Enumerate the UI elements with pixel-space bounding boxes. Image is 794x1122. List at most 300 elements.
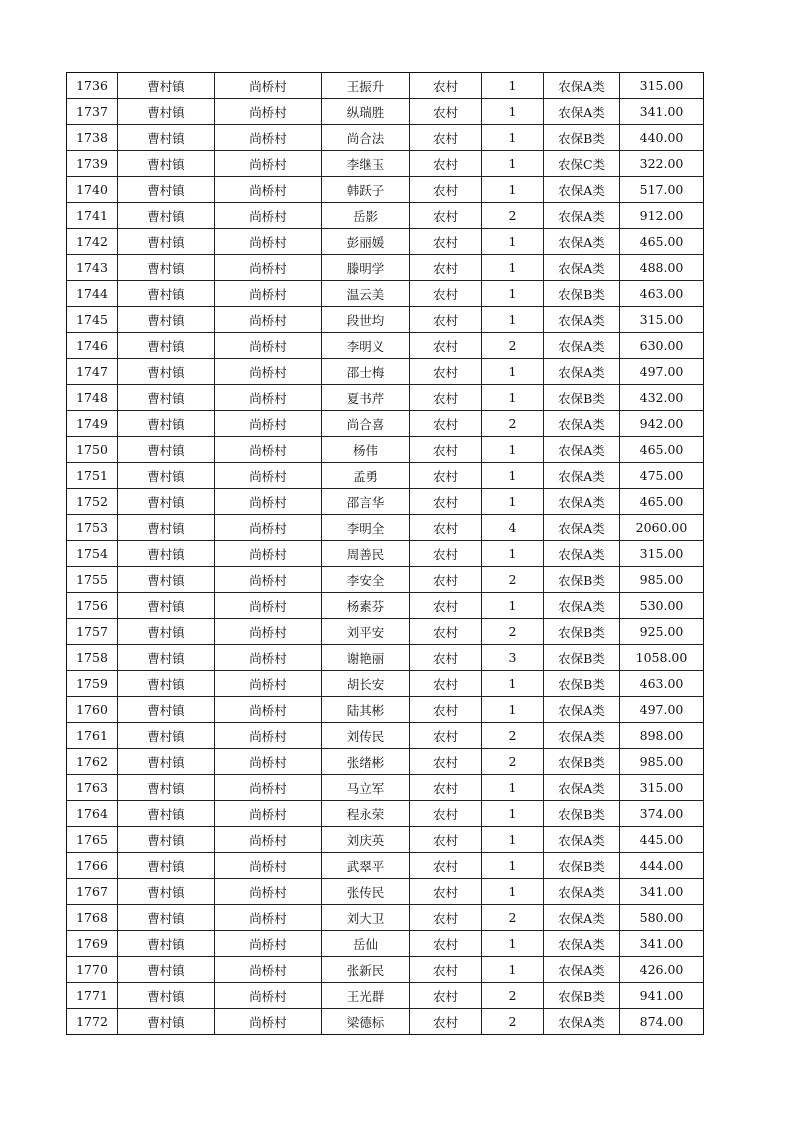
table-row xyxy=(67,255,704,281)
cell-household-size: 2 xyxy=(482,333,544,359)
cell-area-type: 农村 xyxy=(410,281,482,307)
cell-category: 农保A类 xyxy=(544,879,620,905)
table-row xyxy=(67,307,704,333)
cell-town: 曹村镇 xyxy=(118,697,215,723)
cell-town: 曹村镇 xyxy=(118,879,215,905)
cell-area-type: 农村 xyxy=(410,957,482,983)
cell-category: 农保B类 xyxy=(544,983,620,1009)
cell-town: 曹村镇 xyxy=(118,905,215,931)
cell-area-type: 农村 xyxy=(410,229,482,255)
cell-serial-number: 1769 xyxy=(67,931,118,957)
cell-amount: 465.00 xyxy=(620,489,704,515)
cell-household-size: 1 xyxy=(482,957,544,983)
cell-town: 曹村镇 xyxy=(118,229,215,255)
cell-town: 曹村镇 xyxy=(118,203,215,229)
cell-village: 尚桥村 xyxy=(215,307,322,333)
cell-name: 程永荣 xyxy=(322,801,410,827)
cell-household-size: 1 xyxy=(482,775,544,801)
cell-area-type: 农村 xyxy=(410,73,482,99)
cell-town: 曹村镇 xyxy=(118,151,215,177)
cell-category: 农保B类 xyxy=(544,567,620,593)
cell-name: 杨素芬 xyxy=(322,593,410,619)
cell-village: 尚桥村 xyxy=(215,853,322,879)
cell-category: 农保B类 xyxy=(544,801,620,827)
cell-name: 彭丽媛 xyxy=(322,229,410,255)
cell-area-type: 农村 xyxy=(410,853,482,879)
cell-amount: 580.00 xyxy=(620,905,704,931)
cell-village: 尚桥村 xyxy=(215,801,322,827)
cell-area-type: 农村 xyxy=(410,411,482,437)
cell-town: 曹村镇 xyxy=(118,307,215,333)
cell-household-size: 1 xyxy=(482,593,544,619)
cell-category: 农保B类 xyxy=(544,749,620,775)
cell-category: 农保B类 xyxy=(544,671,620,697)
cell-name: 刘传民 xyxy=(322,723,410,749)
cell-serial-number: 1755 xyxy=(67,567,118,593)
table-row xyxy=(67,593,704,619)
table-row xyxy=(67,1009,704,1035)
cell-name: 纵瑞胜 xyxy=(322,99,410,125)
cell-area-type: 农村 xyxy=(410,489,482,515)
cell-name: 周善民 xyxy=(322,541,410,567)
cell-amount: 942.00 xyxy=(620,411,704,437)
cell-town: 曹村镇 xyxy=(118,125,215,151)
cell-serial-number: 1742 xyxy=(67,229,118,255)
cell-category: 农保A类 xyxy=(544,255,620,281)
cell-area-type: 农村 xyxy=(410,931,482,957)
cell-town: 曹村镇 xyxy=(118,411,215,437)
cell-village: 尚桥村 xyxy=(215,333,322,359)
cell-category: 农保A类 xyxy=(544,1009,620,1035)
cell-name: 杨伟 xyxy=(322,437,410,463)
cell-village: 尚桥村 xyxy=(215,463,322,489)
cell-amount: 898.00 xyxy=(620,723,704,749)
cell-town: 曹村镇 xyxy=(118,827,215,853)
table-row xyxy=(67,437,704,463)
cell-category: 农保A类 xyxy=(544,931,620,957)
cell-serial-number: 1736 xyxy=(67,73,118,99)
table-row xyxy=(67,619,704,645)
cell-serial-number: 1771 xyxy=(67,983,118,1009)
cell-village: 尚桥村 xyxy=(215,671,322,697)
cell-category: 农保A类 xyxy=(544,177,620,203)
cell-town: 曹村镇 xyxy=(118,671,215,697)
cell-village: 尚桥村 xyxy=(215,723,322,749)
cell-village: 尚桥村 xyxy=(215,73,322,99)
cell-amount: 497.00 xyxy=(620,697,704,723)
cell-household-size: 1 xyxy=(482,489,544,515)
table-row xyxy=(67,463,704,489)
table-row xyxy=(67,99,704,125)
cell-household-size: 1 xyxy=(482,255,544,281)
cell-name: 陆其彬 xyxy=(322,697,410,723)
cell-name: 李继玉 xyxy=(322,151,410,177)
cell-village: 尚桥村 xyxy=(215,359,322,385)
cell-town: 曹村镇 xyxy=(118,463,215,489)
cell-village: 尚桥村 xyxy=(215,177,322,203)
cell-category: 农保A类 xyxy=(544,723,620,749)
cell-category: 农保A类 xyxy=(544,73,620,99)
cell-name: 邵言华 xyxy=(322,489,410,515)
cell-category: 农保A类 xyxy=(544,437,620,463)
cell-serial-number: 1752 xyxy=(67,489,118,515)
cell-town: 曹村镇 xyxy=(118,281,215,307)
cell-household-size: 1 xyxy=(482,177,544,203)
table-row xyxy=(67,359,704,385)
table-row xyxy=(67,957,704,983)
cell-area-type: 农村 xyxy=(410,125,482,151)
cell-serial-number: 1759 xyxy=(67,671,118,697)
cell-serial-number: 1765 xyxy=(67,827,118,853)
cell-town: 曹村镇 xyxy=(118,957,215,983)
cell-amount: 630.00 xyxy=(620,333,704,359)
table-row xyxy=(67,203,704,229)
cell-serial-number: 1737 xyxy=(67,99,118,125)
cell-village: 尚桥村 xyxy=(215,931,322,957)
table-row xyxy=(67,931,704,957)
cell-area-type: 农村 xyxy=(410,541,482,567)
cell-serial-number: 1767 xyxy=(67,879,118,905)
cell-amount: 517.00 xyxy=(620,177,704,203)
cell-town: 曹村镇 xyxy=(118,567,215,593)
cell-amount: 985.00 xyxy=(620,749,704,775)
cell-household-size: 1 xyxy=(482,359,544,385)
cell-serial-number: 1762 xyxy=(67,749,118,775)
cell-area-type: 农村 xyxy=(410,515,482,541)
cell-serial-number: 1756 xyxy=(67,593,118,619)
cell-amount: 925.00 xyxy=(620,619,704,645)
cell-household-size: 2 xyxy=(482,567,544,593)
cell-category: 农保A类 xyxy=(544,463,620,489)
cell-serial-number: 1738 xyxy=(67,125,118,151)
cell-serial-number: 1745 xyxy=(67,307,118,333)
table-row xyxy=(67,827,704,853)
cell-serial-number: 1766 xyxy=(67,853,118,879)
table-row xyxy=(67,411,704,437)
cell-serial-number: 1757 xyxy=(67,619,118,645)
table-row xyxy=(67,879,704,905)
cell-area-type: 农村 xyxy=(410,645,482,671)
cell-household-size: 1 xyxy=(482,463,544,489)
cell-amount: 322.00 xyxy=(620,151,704,177)
cell-category: 农保A类 xyxy=(544,359,620,385)
cell-town: 曹村镇 xyxy=(118,983,215,1009)
cell-area-type: 农村 xyxy=(410,177,482,203)
cell-serial-number: 1764 xyxy=(67,801,118,827)
cell-name: 王振升 xyxy=(322,73,410,99)
table-row xyxy=(67,567,704,593)
cell-household-size: 2 xyxy=(482,203,544,229)
cell-village: 尚桥村 xyxy=(215,437,322,463)
cell-amount: 341.00 xyxy=(620,931,704,957)
cell-town: 曹村镇 xyxy=(118,255,215,281)
cell-village: 尚桥村 xyxy=(215,411,322,437)
cell-name: 孟勇 xyxy=(322,463,410,489)
cell-name: 尚合法 xyxy=(322,125,410,151)
table-row xyxy=(67,983,704,1009)
cell-amount: 426.00 xyxy=(620,957,704,983)
cell-area-type: 农村 xyxy=(410,463,482,489)
cell-household-size: 2 xyxy=(482,983,544,1009)
cell-category: 农保A类 xyxy=(544,905,620,931)
cell-town: 曹村镇 xyxy=(118,723,215,749)
cell-category: 农保C类 xyxy=(544,151,620,177)
cell-household-size: 1 xyxy=(482,151,544,177)
cell-household-size: 2 xyxy=(482,905,544,931)
cell-amount: 315.00 xyxy=(620,541,704,567)
cell-town: 曹村镇 xyxy=(118,619,215,645)
cell-name: 李明义 xyxy=(322,333,410,359)
table-row xyxy=(67,775,704,801)
cell-name: 岳影 xyxy=(322,203,410,229)
cell-amount: 941.00 xyxy=(620,983,704,1009)
cell-town: 曹村镇 xyxy=(118,385,215,411)
cell-category: 农保A类 xyxy=(544,541,620,567)
cell-area-type: 农村 xyxy=(410,151,482,177)
cell-town: 曹村镇 xyxy=(118,333,215,359)
cell-area-type: 农村 xyxy=(410,437,482,463)
cell-amount: 341.00 xyxy=(620,879,704,905)
cell-category: 农保A类 xyxy=(544,333,620,359)
cell-serial-number: 1744 xyxy=(67,281,118,307)
cell-category: 农保B类 xyxy=(544,125,620,151)
cell-serial-number: 1760 xyxy=(67,697,118,723)
cell-village: 尚桥村 xyxy=(215,593,322,619)
cell-serial-number: 1758 xyxy=(67,645,118,671)
cell-town: 曹村镇 xyxy=(118,541,215,567)
cell-name: 夏书芹 xyxy=(322,385,410,411)
cell-amount: 475.00 xyxy=(620,463,704,489)
cell-category: 农保A类 xyxy=(544,593,620,619)
cell-area-type: 农村 xyxy=(410,99,482,125)
cell-amount: 341.00 xyxy=(620,99,704,125)
cell-name: 武翠平 xyxy=(322,853,410,879)
cell-town: 曹村镇 xyxy=(118,801,215,827)
cell-household-size: 1 xyxy=(482,827,544,853)
cell-village: 尚桥村 xyxy=(215,281,322,307)
cell-household-size: 2 xyxy=(482,723,544,749)
table-row xyxy=(67,73,704,99)
table-row xyxy=(67,749,704,775)
cell-village: 尚桥村 xyxy=(215,567,322,593)
cell-name: 温云美 xyxy=(322,281,410,307)
cell-village: 尚桥村 xyxy=(215,229,322,255)
cell-town: 曹村镇 xyxy=(118,177,215,203)
cell-amount: 1058.00 xyxy=(620,645,704,671)
cell-town: 曹村镇 xyxy=(118,775,215,801)
table-row xyxy=(67,671,704,697)
cell-town: 曹村镇 xyxy=(118,1009,215,1035)
cell-household-size: 1 xyxy=(482,229,544,255)
cell-category: 农保A类 xyxy=(544,307,620,333)
cell-village: 尚桥村 xyxy=(215,151,322,177)
cell-name: 谢艳丽 xyxy=(322,645,410,671)
cell-serial-number: 1749 xyxy=(67,411,118,437)
cell-amount: 488.00 xyxy=(620,255,704,281)
cell-household-size: 1 xyxy=(482,697,544,723)
cell-name: 张传民 xyxy=(322,879,410,905)
cell-town: 曹村镇 xyxy=(118,931,215,957)
table-row xyxy=(67,515,704,541)
cell-serial-number: 1743 xyxy=(67,255,118,281)
cell-household-size: 1 xyxy=(482,99,544,125)
cell-household-size: 2 xyxy=(482,619,544,645)
cell-area-type: 农村 xyxy=(410,333,482,359)
cell-household-size: 4 xyxy=(482,515,544,541)
cell-area-type: 农村 xyxy=(410,307,482,333)
cell-serial-number: 1746 xyxy=(67,333,118,359)
records-table xyxy=(66,72,704,1035)
cell-village: 尚桥村 xyxy=(215,775,322,801)
cell-town: 曹村镇 xyxy=(118,593,215,619)
cell-town: 曹村镇 xyxy=(118,99,215,125)
cell-category: 农保A类 xyxy=(544,515,620,541)
cell-serial-number: 1748 xyxy=(67,385,118,411)
cell-area-type: 农村 xyxy=(410,1009,482,1035)
cell-village: 尚桥村 xyxy=(215,645,322,671)
cell-name: 刘平安 xyxy=(322,619,410,645)
cell-amount: 874.00 xyxy=(620,1009,704,1035)
cell-town: 曹村镇 xyxy=(118,515,215,541)
cell-household-size: 1 xyxy=(482,73,544,99)
cell-amount: 432.00 xyxy=(620,385,704,411)
cell-household-size: 1 xyxy=(482,281,544,307)
cell-village: 尚桥村 xyxy=(215,697,322,723)
cell-area-type: 农村 xyxy=(410,801,482,827)
cell-town: 曹村镇 xyxy=(118,749,215,775)
cell-household-size: 1 xyxy=(482,671,544,697)
cell-town: 曹村镇 xyxy=(118,359,215,385)
cell-name: 马立军 xyxy=(322,775,410,801)
cell-category: 农保A类 xyxy=(544,697,620,723)
cell-category: 农保A类 xyxy=(544,229,620,255)
cell-serial-number: 1750 xyxy=(67,437,118,463)
cell-household-size: 1 xyxy=(482,541,544,567)
cell-amount: 440.00 xyxy=(620,125,704,151)
cell-village: 尚桥村 xyxy=(215,749,322,775)
cell-name: 段世均 xyxy=(322,307,410,333)
cell-amount: 497.00 xyxy=(620,359,704,385)
cell-area-type: 农村 xyxy=(410,723,482,749)
cell-area-type: 农村 xyxy=(410,619,482,645)
cell-village: 尚桥村 xyxy=(215,99,322,125)
table-row xyxy=(67,385,704,411)
cell-category: 农保B类 xyxy=(544,385,620,411)
cell-area-type: 农村 xyxy=(410,359,482,385)
cell-category: 农保A类 xyxy=(544,99,620,125)
cell-serial-number: 1747 xyxy=(67,359,118,385)
cell-village: 尚桥村 xyxy=(215,203,322,229)
table-row xyxy=(67,697,704,723)
cell-household-size: 2 xyxy=(482,749,544,775)
cell-amount: 912.00 xyxy=(620,203,704,229)
cell-village: 尚桥村 xyxy=(215,827,322,853)
cell-name: 刘大卫 xyxy=(322,905,410,931)
cell-serial-number: 1739 xyxy=(67,151,118,177)
cell-amount: 465.00 xyxy=(620,229,704,255)
cell-category: 农保B类 xyxy=(544,281,620,307)
cell-amount: 445.00 xyxy=(620,827,704,853)
cell-name: 岳仙 xyxy=(322,931,410,957)
table-body xyxy=(67,73,704,1035)
cell-amount: 315.00 xyxy=(620,775,704,801)
table-row xyxy=(67,905,704,931)
cell-name: 尚合喜 xyxy=(322,411,410,437)
cell-village: 尚桥村 xyxy=(215,905,322,931)
cell-town: 曹村镇 xyxy=(118,645,215,671)
cell-serial-number: 1754 xyxy=(67,541,118,567)
cell-town: 曹村镇 xyxy=(118,73,215,99)
cell-town: 曹村镇 xyxy=(118,853,215,879)
cell-town: 曹村镇 xyxy=(118,489,215,515)
cell-category: 农保B类 xyxy=(544,645,620,671)
cell-serial-number: 1751 xyxy=(67,463,118,489)
cell-area-type: 农村 xyxy=(410,983,482,1009)
table-row xyxy=(67,645,704,671)
cell-area-type: 农村 xyxy=(410,255,482,281)
cell-name: 张新民 xyxy=(322,957,410,983)
cell-area-type: 农村 xyxy=(410,775,482,801)
cell-name: 李明全 xyxy=(322,515,410,541)
cell-amount: 315.00 xyxy=(620,73,704,99)
cell-village: 尚桥村 xyxy=(215,957,322,983)
table-row xyxy=(67,333,704,359)
cell-village: 尚桥村 xyxy=(215,125,322,151)
cell-household-size: 1 xyxy=(482,853,544,879)
table-row xyxy=(67,125,704,151)
table-row xyxy=(67,177,704,203)
cell-village: 尚桥村 xyxy=(215,619,322,645)
table-row xyxy=(67,723,704,749)
cell-village: 尚桥村 xyxy=(215,515,322,541)
cell-area-type: 农村 xyxy=(410,905,482,931)
cell-serial-number: 1763 xyxy=(67,775,118,801)
cell-amount: 444.00 xyxy=(620,853,704,879)
cell-name: 邵士梅 xyxy=(322,359,410,385)
cell-household-size: 1 xyxy=(482,125,544,151)
cell-serial-number: 1768 xyxy=(67,905,118,931)
cell-name: 王光群 xyxy=(322,983,410,1009)
cell-village: 尚桥村 xyxy=(215,983,322,1009)
cell-category: 农保A类 xyxy=(544,411,620,437)
cell-area-type: 农村 xyxy=(410,879,482,905)
cell-household-size: 1 xyxy=(482,437,544,463)
table-row xyxy=(67,541,704,567)
cell-household-size: 1 xyxy=(482,931,544,957)
cell-category: 农保B类 xyxy=(544,619,620,645)
cell-serial-number: 1753 xyxy=(67,515,118,541)
table-row xyxy=(67,801,704,827)
cell-area-type: 农村 xyxy=(410,697,482,723)
table-row xyxy=(67,151,704,177)
cell-name: 梁德标 xyxy=(322,1009,410,1035)
cell-amount: 465.00 xyxy=(620,437,704,463)
cell-category: 农保B类 xyxy=(544,853,620,879)
cell-category: 农保A类 xyxy=(544,957,620,983)
cell-name: 韩跃子 xyxy=(322,177,410,203)
cell-village: 尚桥村 xyxy=(215,541,322,567)
cell-household-size: 2 xyxy=(482,1009,544,1035)
table-row xyxy=(67,229,704,255)
cell-household-size: 2 xyxy=(482,411,544,437)
cell-amount: 374.00 xyxy=(620,801,704,827)
table-row xyxy=(67,281,704,307)
cell-category: 农保A类 xyxy=(544,203,620,229)
cell-name: 滕明学 xyxy=(322,255,410,281)
cell-village: 尚桥村 xyxy=(215,255,322,281)
cell-serial-number: 1741 xyxy=(67,203,118,229)
cell-category: 农保A类 xyxy=(544,775,620,801)
